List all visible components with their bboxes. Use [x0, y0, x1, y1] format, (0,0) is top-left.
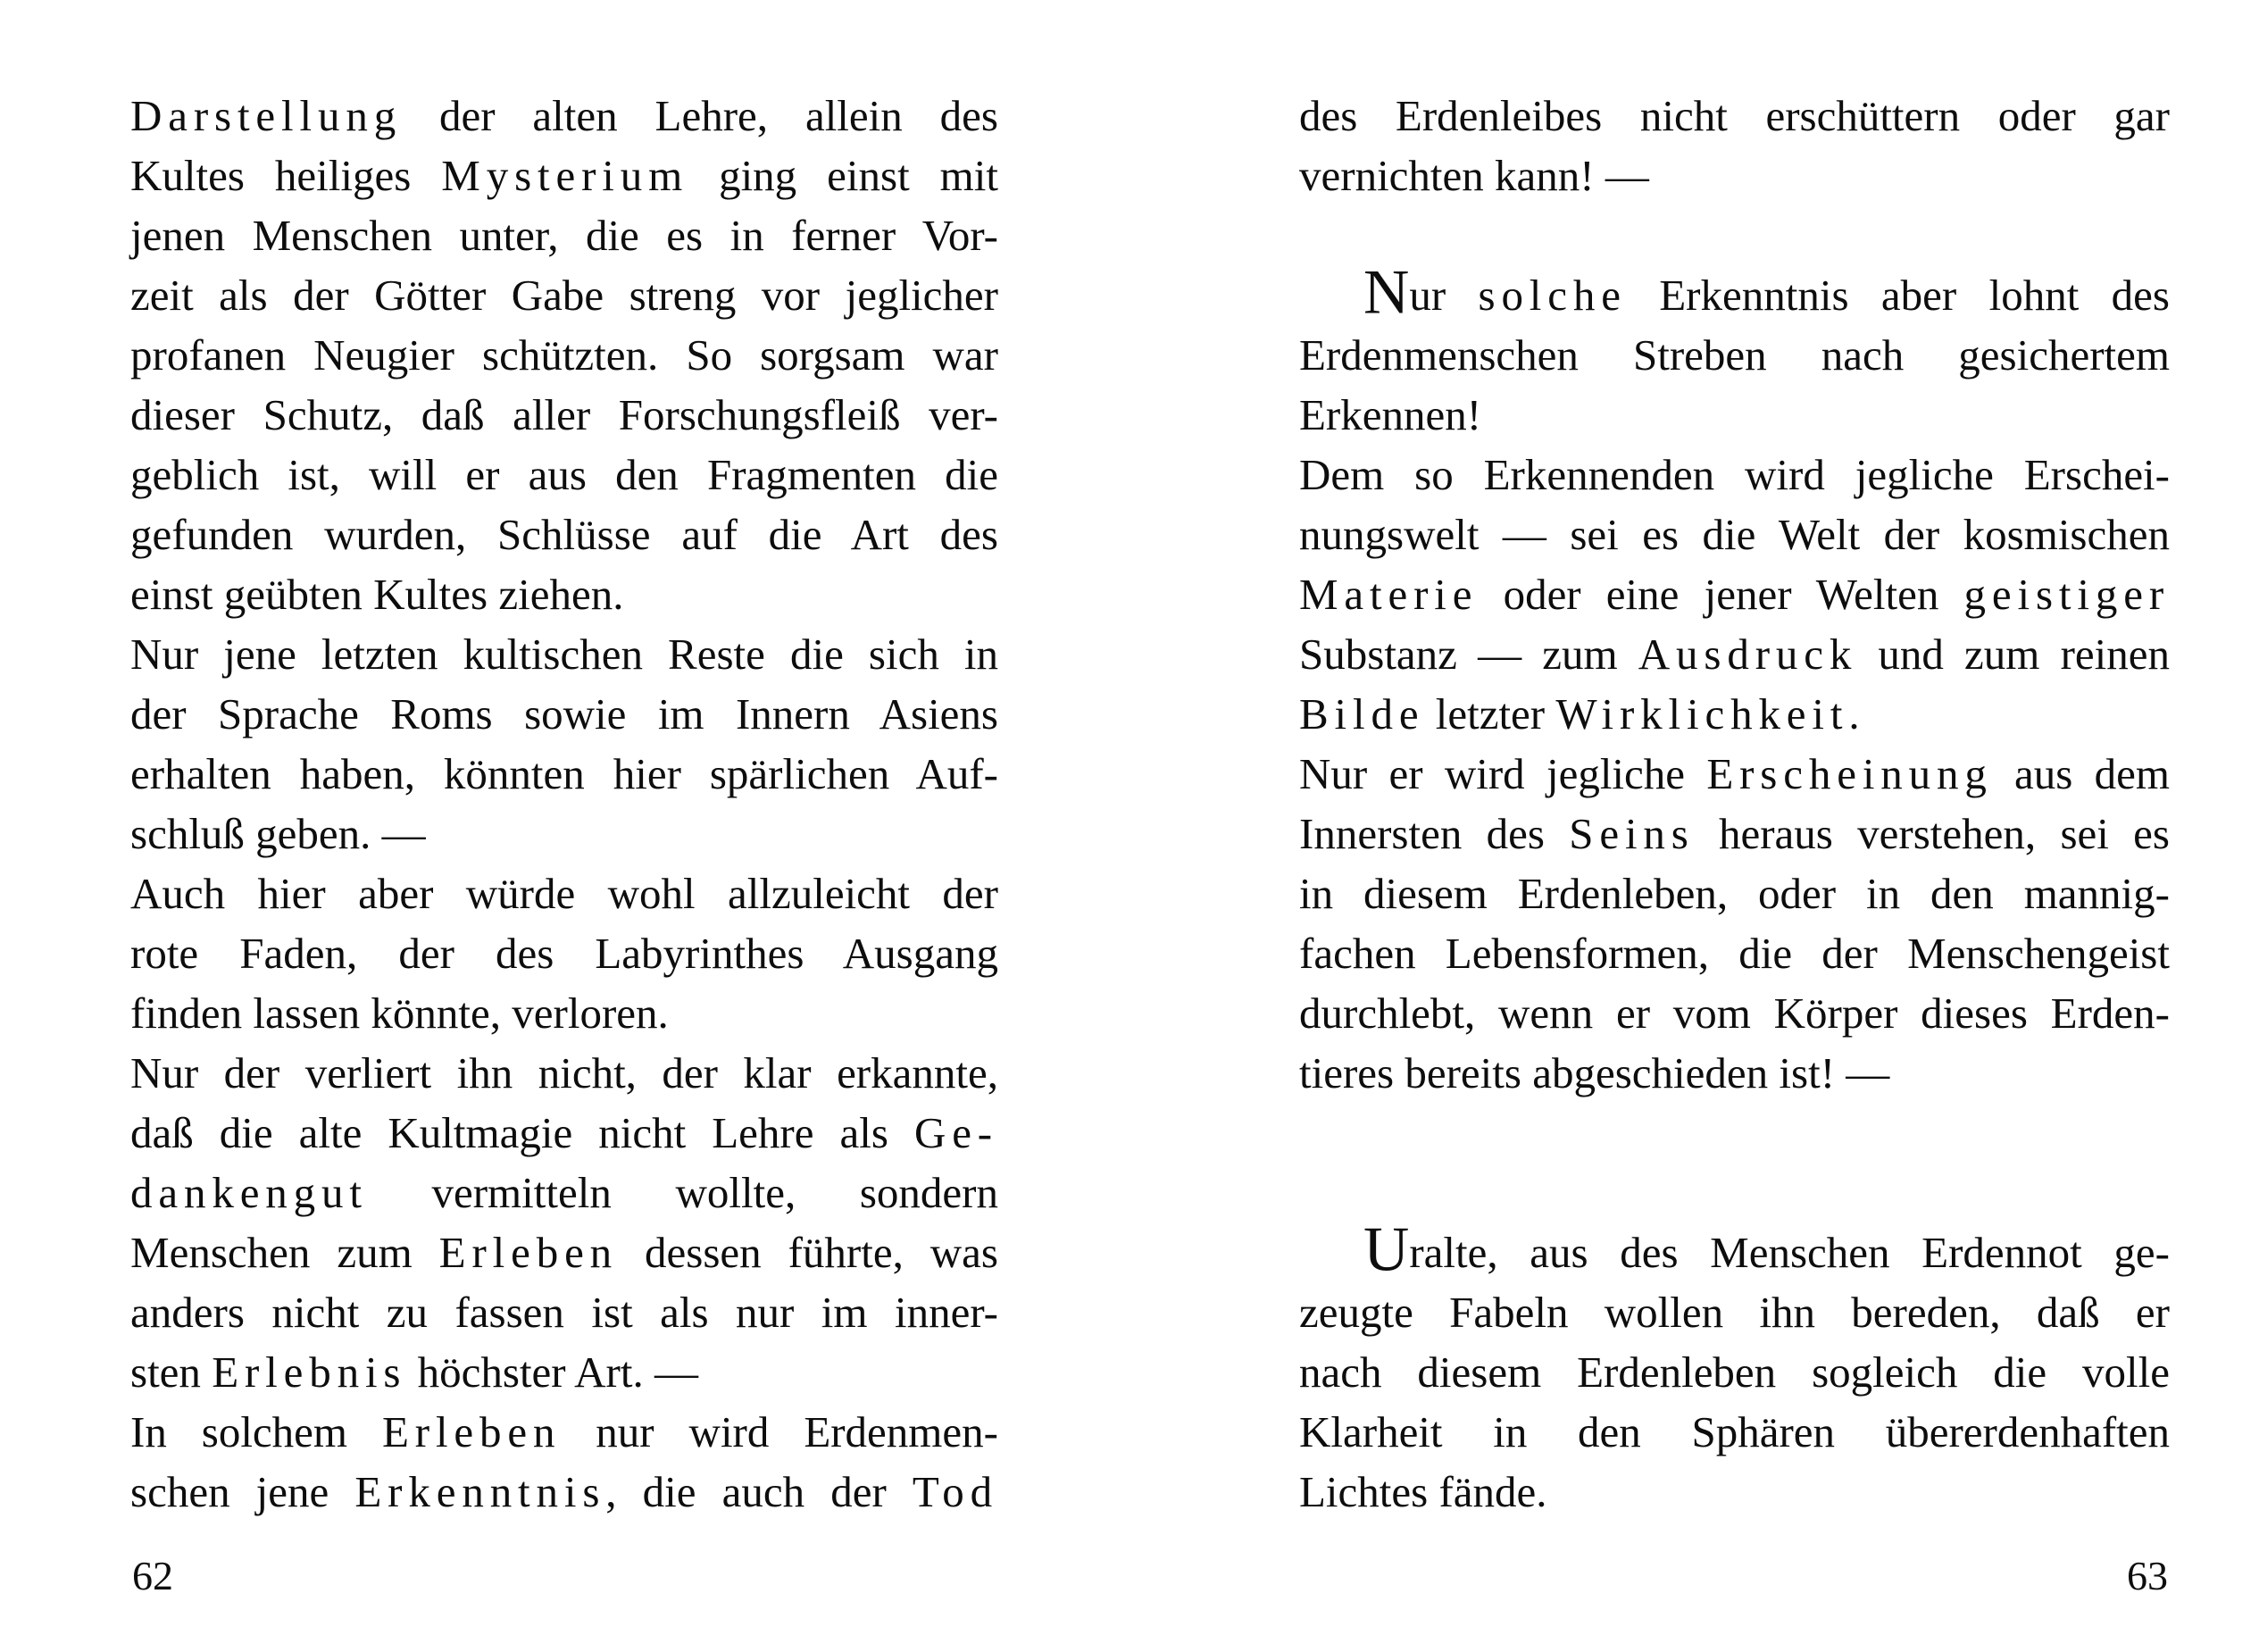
text-segment: einst geübten Kultes ziehen.: [130, 570, 624, 619]
spaced-text-segment: Erkenntnis: [354, 1467, 606, 1516]
text-segment: Nur jene letzten kultischen Reste die sich in: [130, 630, 998, 679]
text-segment: anders nicht zu fassen ist als nur im inner-: [130, 1288, 998, 1337]
page-number-left: 62: [132, 1553, 173, 1598]
text-segment: vernichten kann! —: [1299, 151, 1649, 200]
text-line: [130, 146, 998, 205]
spaced-text-segment: Tod: [912, 1467, 998, 1516]
text-segment: Auch hier aber würde wohl allzuleicht der: [130, 869, 998, 918]
page-63: [1299, 86, 2170, 1598]
text-segment: In solchem: [130, 1407, 382, 1456]
text-segment: zeugte Fabeln wollen ihn bereden, daß er: [1299, 1288, 2170, 1337]
text-line: [130, 624, 998, 684]
text-line: [130, 1282, 998, 1342]
text-line: [1299, 1462, 2170, 1522]
text-segment: letzter: [1424, 689, 1556, 738]
text-segment: profanen Neugier schützten. So sorgsam war: [130, 330, 998, 380]
spaced-text-segment: Darstellung: [130, 91, 403, 140]
text-segment: Erkenntnis aber lohnt des: [1626, 271, 2170, 320]
spaced-text-segment: dankengut: [130, 1168, 368, 1217]
text-line: [1299, 385, 2170, 445]
text-line: [1299, 146, 2170, 205]
text-segment: höchster Art. —: [406, 1347, 698, 1397]
text-line: [1299, 864, 2170, 923]
text-segment: der alten Lehre, allein des: [402, 91, 998, 140]
text-segment: sten: [130, 1347, 213, 1397]
page-right-text: [1299, 86, 2170, 1522]
text-segment: erhalten haben, könnten hier spärlichen Auf-: [130, 749, 998, 798]
text-line: [130, 744, 998, 804]
text-line: [1299, 325, 2170, 385]
text-segment: durchlebt, wenn er vom Körper dieses Erden-: [1299, 989, 2170, 1038]
text-line: [130, 1163, 998, 1222]
initial-letter: U: [1363, 1214, 1410, 1285]
text-line: [1299, 1214, 2170, 1285]
text-line: [130, 1462, 998, 1522]
text-line: [130, 983, 998, 1043]
text-segment: vermitteln wollte, sondern: [367, 1168, 998, 1217]
text-line: [1299, 983, 2170, 1043]
text-segment: Erdenmenschen Streben nach gesichertem: [1299, 330, 2170, 380]
text-line: [1299, 1043, 2170, 1103]
initial-letter: N: [1363, 257, 1410, 328]
text-segment: aus dem: [1992, 749, 2170, 798]
text-line: [1299, 445, 2170, 505]
text-segment: Klarheit in den Sphären übererdenhaften: [1299, 1407, 2170, 1456]
spaced-text-segment: Seins: [1569, 809, 1695, 858]
spaced-text-segment: Erscheinung: [1706, 749, 1993, 798]
text-segment: fachen Lebensformen, die der Menschengeist: [1299, 929, 2170, 978]
spaced-text-segment: Mysterium: [441, 151, 689, 200]
text-segment: jenen Menschen unter, die es in ferner Vor-: [130, 211, 998, 260]
page-number-right: 63: [2127, 1553, 2168, 1598]
spaced-text-segment: Erleben: [438, 1228, 619, 1277]
text-segment: zeit als der Götter Gabe streng vor jeglicher: [130, 271, 998, 320]
page-left-text: [130, 86, 998, 1522]
text-line: [130, 325, 998, 385]
text-line: [1299, 804, 2170, 864]
text-line: [130, 923, 998, 983]
text-segment: des Erdenleibes nicht erschüttern oder gar: [1299, 91, 2170, 140]
spaced-text-segment: Wirklichkeit: [1555, 689, 1849, 738]
text-segment: nur wird Erdenmen-: [561, 1407, 998, 1456]
text-segment: der Sprache Roms sowie im Innern Asiens: [130, 689, 998, 738]
spaced-text-segment: Ausdruck: [1638, 630, 1858, 679]
text-segment: Menschen zum: [130, 1228, 439, 1277]
text-segment: ur: [1409, 271, 1479, 320]
text-segment: gefunden wurden, Schlüsse auf die Art des: [130, 510, 998, 559]
text-line: [1299, 684, 2170, 744]
text-segment: dessen führte, was: [618, 1228, 998, 1277]
text-segment: Lichtes fände.: [1299, 1467, 1547, 1516]
text-segment: Kultes heiliges: [130, 151, 442, 200]
text-segment: nungswelt — sei es die Welt der kosmischen: [1299, 510, 2170, 559]
text-line: [1299, 624, 2170, 684]
text-line: [1299, 257, 2170, 328]
text-segment: finden lassen könnte, verloren.: [130, 989, 669, 1038]
text-segment: ralte, aus des Menschen Erdennot ge-: [1409, 1228, 2170, 1277]
spaced-text-segment: Ge-: [913, 1108, 998, 1157]
text-segment: ging einst mit: [688, 151, 999, 200]
text-segment: oder eine jener Welten: [1478, 570, 1964, 619]
text-line: [130, 1402, 998, 1462]
text-line: [1299, 923, 2170, 983]
page-62: [130, 86, 999, 1598]
text-line: [130, 684, 998, 744]
spaced-text-segment: solche: [1478, 271, 1627, 320]
text-segment: schluß geben. —: [130, 809, 426, 858]
text-segment: Innersten des: [1299, 809, 1570, 858]
text-segment: in diesem Erdenleben, oder in den mannig-: [1299, 869, 2170, 918]
text-line: [130, 505, 998, 564]
text-line: [130, 804, 998, 864]
text-line: [1299, 1282, 2170, 1342]
spaced-text-segment: Bilde: [1299, 689, 1425, 738]
text-line: [130, 265, 998, 325]
text-segment: Erkennen!: [1299, 390, 1482, 439]
text-segment: schen jene: [130, 1467, 355, 1516]
text-segment: rote Faden, der des Labyrinthes Ausgang: [130, 929, 998, 978]
text-segment: tieres bereits abgeschieden ist! —: [1299, 1048, 1890, 1097]
text-line: [130, 1043, 998, 1103]
text-line: [1299, 1342, 2170, 1402]
text-segment: , die auch der: [605, 1467, 913, 1516]
text-line: [130, 445, 998, 505]
text-line: [1299, 564, 2170, 624]
text-line: [130, 1342, 998, 1402]
text-line: [130, 864, 998, 923]
text-line: [130, 205, 998, 265]
text-segment: nach diesem Erdenleben sogleich die volle: [1299, 1347, 2170, 1397]
spaced-text-segment: Materie: [1299, 570, 1479, 619]
text-segment: daß die alte Kultmagie nicht Lehre als: [130, 1108, 914, 1157]
text-segment: heraus verstehen, sei es: [1694, 809, 2170, 858]
text-line: [1299, 86, 2170, 146]
text-line: [130, 564, 998, 624]
text-segment: geblich ist, will er aus den Fragmenten die: [130, 450, 998, 499]
text-line: [130, 86, 998, 146]
text-line: [1299, 505, 2170, 564]
text-line: [130, 1103, 998, 1163]
text-segment: .: [1848, 689, 1860, 738]
spaced-text-segment: Erleben: [381, 1407, 562, 1456]
text-line: [1299, 744, 2170, 804]
text-segment: und zum reinen: [1857, 630, 2170, 679]
text-line: [130, 385, 998, 445]
text-line: [1299, 1402, 2170, 1462]
text-segment: dieser Schutz, daß aller Forschungsfleiß ver-: [130, 390, 998, 439]
spaced-text-segment: geistiger: [1963, 570, 2170, 619]
text-segment: Nur er wird jegliche: [1299, 749, 1707, 798]
spaced-text-segment: Erlebnis: [212, 1347, 407, 1397]
text-segment: Dem so Erkennenden wird jegliche Erschei-: [1299, 450, 2170, 499]
text-line: [130, 1222, 998, 1282]
text-segment: Nur der verliert ihn nicht, der klar erkannte,: [130, 1048, 998, 1097]
text-segment: Substanz — zum: [1299, 630, 1638, 679]
